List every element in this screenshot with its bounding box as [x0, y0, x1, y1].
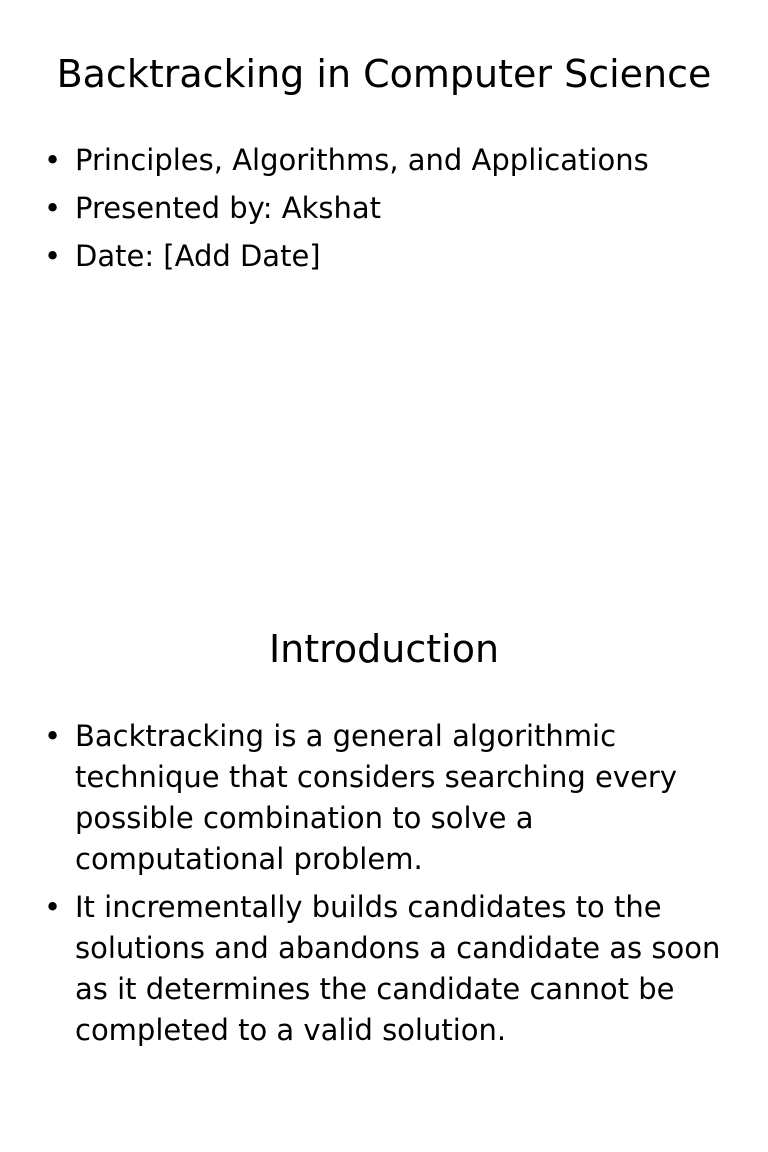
bullet-dot: • [44, 719, 62, 753]
bullet-dot: • [44, 143, 62, 177]
bullet-item [0, 887, 735, 1051]
bullet-item [0, 188, 735, 228]
bullet-item [0, 140, 735, 180]
bullet-dot: • [44, 239, 62, 273]
bullet-item [0, 716, 735, 880]
bullet-text: Date: [Add Date] [75, 239, 321, 273]
bullet-text: Principles, Algorithms, and Applications [75, 143, 649, 177]
bullet-item [0, 236, 735, 276]
slide-introduction [0, 576, 768, 1152]
bullet-text: Presented by: Akshat [75, 191, 381, 225]
bullet-list [0, 140, 735, 284]
bullet-text: Backtracking is a general algorithmic technique that considers searching every possible combination to solve a computational problem. [75, 719, 677, 876]
bullet-dot: • [44, 191, 62, 225]
bullet-text: It incrementally builds candidates to the solutions and abandons a candidate as soon as it determines the candidate cannot be completed to a valid solution. [75, 890, 721, 1047]
slide-title: Backtracking in Computer Science [56, 52, 712, 96]
slide-title: Introduction [268, 627, 500, 671]
bullet-dot: • [44, 890, 62, 924]
bullet-list [0, 716, 735, 1058]
